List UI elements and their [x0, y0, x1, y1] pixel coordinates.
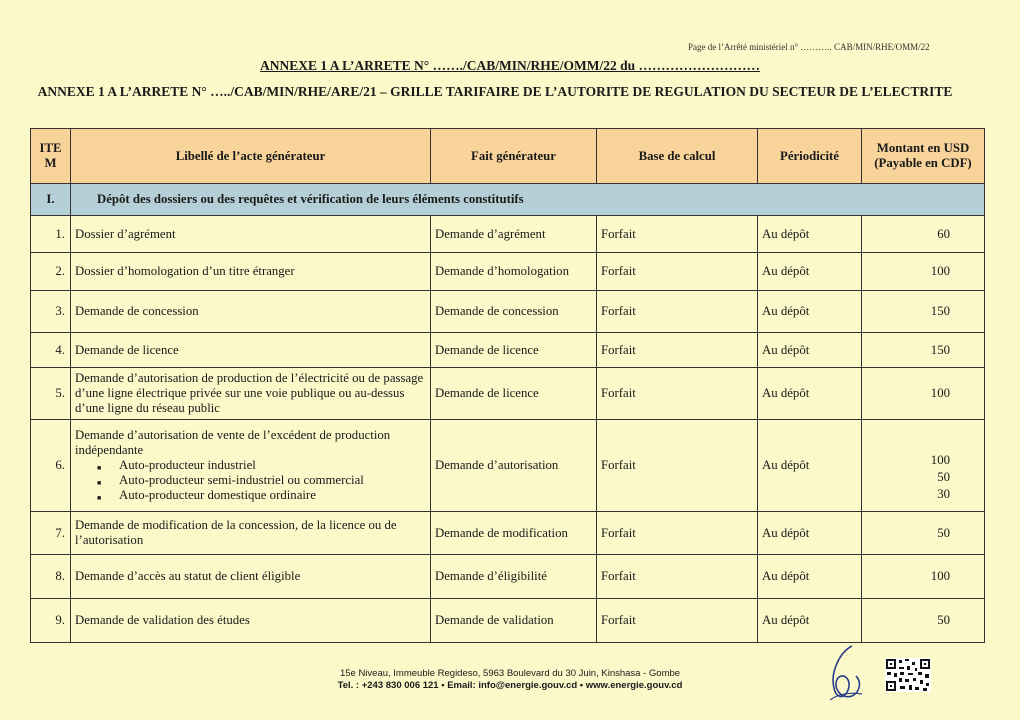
- row-periodicite: Au dépôt: [758, 291, 862, 333]
- row-label: Dossier d’homologation d’un titre étranger: [71, 253, 431, 291]
- page-reference: Page de l’Arrêté ministériel n° ……….. CAB/MIN/RHE/OMM/22: [688, 42, 930, 52]
- table-row: [31, 216, 985, 253]
- table-header-row: [31, 129, 985, 184]
- row-label: Dossier d’agrément: [71, 216, 431, 253]
- row-num: 1.: [31, 216, 71, 253]
- annex-title-2: ANNEXE 1 A L’ARRETE N° …../CAB/MIN/RHE/ARE/21 – GRILLE TARIFAIRE DE L’AUTORITE DE REGULATION DU SECTEUR DE L’ELECTRITE: [37, 84, 953, 99]
- list-item: ■ Auto-producteur industriel: [97, 458, 426, 473]
- row-base: Forfait: [597, 512, 758, 555]
- row-montant: 50: [862, 599, 985, 643]
- bullet-list: [75, 458, 426, 503]
- row-num: 7.: [31, 512, 71, 555]
- header-base: Base de calcul: [597, 129, 758, 184]
- header-fait: Fait générateur: [431, 129, 597, 184]
- row-periodicite: Au dépôt: [758, 368, 862, 420]
- row-num: 9.: [31, 599, 71, 643]
- row-base: Forfait: [597, 291, 758, 333]
- table-row: [31, 253, 985, 291]
- row-num: 6.: [31, 420, 71, 512]
- table-row: [31, 555, 985, 599]
- row-base: Forfait: [597, 333, 758, 368]
- row-base: Forfait: [597, 216, 758, 253]
- montant-value: 100: [930, 453, 950, 467]
- row-montant: 50: [862, 512, 985, 555]
- row-base: Forfait: [597, 368, 758, 420]
- header-periodicite: Périodicité: [758, 129, 862, 184]
- row-montant: 100: [862, 555, 985, 599]
- table-row: [31, 420, 985, 512]
- header-montant: Montant en USD (Payable en CDF): [862, 129, 985, 184]
- table-row: [31, 512, 985, 555]
- row-fait: Demande d’agrément: [431, 216, 597, 253]
- row-periodicite: Au dépôt: [758, 333, 862, 368]
- row-montant: 150: [862, 291, 985, 333]
- row-num: 2.: [31, 253, 71, 291]
- table-row: [31, 333, 985, 368]
- row-base: Forfait: [597, 420, 758, 512]
- row-periodicite: Au dépôt: [758, 216, 862, 253]
- row-base: Forfait: [597, 253, 758, 291]
- row-fait: Demande de concession: [431, 291, 597, 333]
- row-label: Demande d’autorisation de production de l’électricité ou de passage d’une ligne électrique privée sur une voie publique ou au-dessus d’une ligne du réseau public: [71, 368, 431, 420]
- row-periodicite: Au dépôt: [758, 420, 862, 512]
- annex-title-1: ANNEXE 1 A L’ARRETE N° ……./CAB/MIN/RHE/OMM/22 du ………………………: [260, 58, 760, 73]
- row-num: 8.: [31, 555, 71, 599]
- table-row: [31, 368, 985, 420]
- row-periodicite: Au dépôt: [758, 253, 862, 291]
- row-montant: 60: [862, 216, 985, 253]
- row-periodicite: Au dépôt: [758, 555, 862, 599]
- row-fait: Demande de modification: [431, 512, 597, 555]
- row-montant: 150: [862, 333, 985, 368]
- row-num: 5.: [31, 368, 71, 420]
- row-base: Forfait: [597, 599, 758, 643]
- row-fait: Demande de licence: [431, 333, 597, 368]
- row-fait: Demande d’autorisation: [431, 420, 597, 512]
- footer-address: 15e Niveau, Immeuble Regideso, 5963 Boulevard du 30 Juin, Kinshasa - Gombe: [339, 668, 681, 679]
- tariff-table: [30, 128, 985, 643]
- row-label-text: Demande d’autorisation de vente de l’excédent de production indépendante: [75, 428, 391, 457]
- row-label: Demande d’accès au statut de client éligible: [71, 555, 431, 599]
- list-item: ■ Auto-producteur domestique ordinaire: [97, 488, 426, 503]
- row-montant: 100: [862, 253, 985, 291]
- section-row: [31, 184, 985, 216]
- row-label: Demande de concession: [71, 291, 431, 333]
- row-fait: Demande d’homologation: [431, 253, 597, 291]
- row-num: 4.: [31, 333, 71, 368]
- row-label: Demande de validation des études: [71, 599, 431, 643]
- row-periodicite: Au dépôt: [758, 599, 862, 643]
- footer: [0, 668, 1020, 692]
- row-label: Demande de modification de la concession, de la licence ou de l’autorisation: [71, 512, 431, 555]
- montant-value: 30: [937, 487, 950, 501]
- header-label: Libellé de l’acte générateur: [71, 129, 431, 184]
- row-label: Demande de licence: [71, 333, 431, 368]
- table-row: [31, 599, 985, 643]
- list-item: ■ Auto-producteur semi-industriel ou commercial: [97, 473, 426, 488]
- row-periodicite: Au dépôt: [758, 512, 862, 555]
- row-label: [71, 420, 431, 512]
- row-num: 3.: [31, 291, 71, 333]
- table-row: [31, 291, 985, 333]
- section-title: Dépôt des dossiers ou des requêtes et vérification de leurs éléments constitutifs: [71, 184, 985, 216]
- row-fait: Demande de licence: [431, 368, 597, 420]
- header-item: ITE M: [31, 129, 71, 184]
- row-base: Forfait: [597, 555, 758, 599]
- montant-value: 50: [937, 470, 950, 484]
- row-fait: Demande de validation: [431, 599, 597, 643]
- row-montant: [862, 420, 985, 512]
- section-number: I.: [31, 184, 71, 216]
- footer-contact: Tel. : +243 830 006 121 • Email: info@energie.gouv.cd • www.energie.gouv.cd: [337, 680, 683, 691]
- row-fait: Demande d’éligibilité: [431, 555, 597, 599]
- row-montant: 100: [862, 368, 985, 420]
